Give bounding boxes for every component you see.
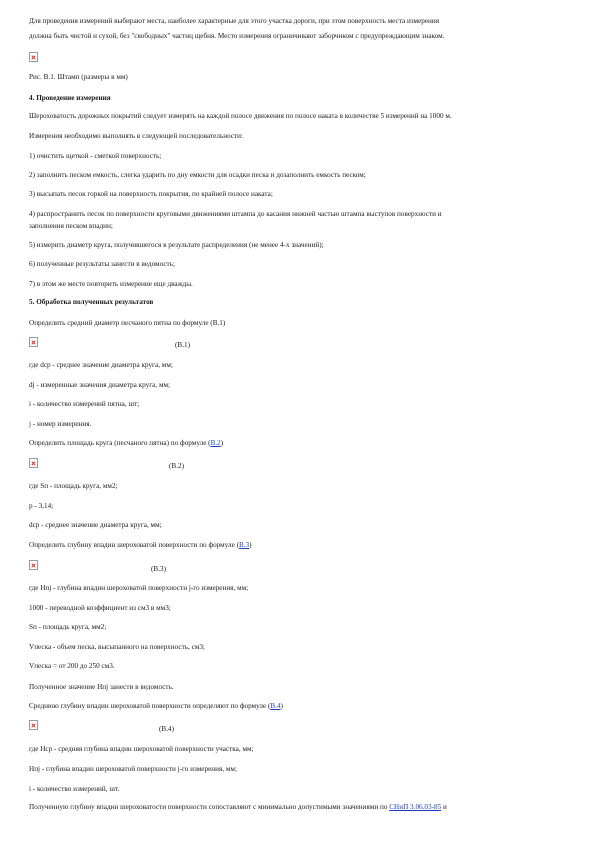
where-1000: 1000 - переводной коэффициент из см3 в мм3; — [29, 604, 171, 612]
paragraph-define-depth — [29, 540, 252, 550]
formula-link-b2[interactable]: В.2 — [210, 439, 221, 447]
snip-link[interactable]: СНиП 3.06.03-85 — [389, 803, 442, 811]
define-area-text: Определить площадь круга (песчаного пятна) по формуле ( — [29, 439, 211, 447]
step-6: 6) полученные результаты занести в ведомость; — [29, 260, 175, 268]
step-1: 1) очистить щеткой - сметкой поверхность; — [29, 152, 162, 160]
where-i-2: i - количество измерений, шт. — [29, 785, 120, 793]
where-j: j - номер измерения. — [29, 420, 92, 428]
average-depth-text: Среднюю глубину впадин шероховатой поверхности определяют по формуле ( — [29, 702, 271, 710]
where-dcp-2: dср - среднее значение диаметра круга, мм; — [29, 521, 162, 529]
step-4-line-1: 4) распространить песок по поверхности круговыми движениями штампа до касания нижней частью штампа выступов поверхности и — [29, 210, 442, 218]
where-hpj-2: Hпj - глубина впадин шероховатой поверхности j-го измерения, мм; — [29, 765, 237, 773]
paragraph-sequence: Измерения необходимо выполнять в следующей последовательности: — [29, 132, 244, 140]
broken-image-icon — [29, 720, 38, 730]
formula-number-b3: (В.3) — [151, 565, 166, 573]
broken-image-icon — [29, 560, 38, 570]
broken-image-icon — [29, 337, 38, 347]
where-hpj: где Hпj - глубина впадин шероховатой поверхности j-го измерения, мм; — [29, 584, 249, 592]
section-heading-5: 5. Обработка полученных результатов — [29, 298, 154, 306]
step-2: 2) заполнить песком емкость, слегка ударить по дну емкости для осадки песка и дозаполнить емкость песком; — [29, 171, 366, 179]
broken-image-icon — [29, 52, 38, 62]
define-depth-close: ) — [249, 541, 252, 549]
paragraph-roughness: Шероховатость дорожных покрытий следует измерять на каждой полосе движения по полосе наката в количестве 5 измерений на 1000 м. — [29, 112, 452, 120]
define-area-close: ) — [220, 439, 224, 447]
where-dcp: где dср - среднее значение диаметра круга, мм; — [29, 361, 173, 369]
intro-line-1: Для проведения измерений выбирают места, наиболее характерные для этого участка дороги, при этом поверхность места измерения — [29, 17, 440, 25]
where-v-range: Vпеска = от 200 до 250 см3. — [29, 662, 115, 670]
paragraph-average-depth — [29, 701, 283, 711]
define-depth-text: Определить глубину впадин шероховатой поверхности по формуле ( — [29, 541, 239, 549]
section-heading-4: 4. Проведение измерения — [29, 94, 111, 102]
step-3: 3) высыпать песок горкой на поверхность покрытия, по крайней полосе наката; — [29, 190, 273, 198]
paragraph-define-diameter: Определить средний диаметр песчаного пятна по формуле (В.1) — [29, 319, 226, 327]
paragraph-define-area — [29, 438, 223, 448]
where-dj: dj - измеренные значения диаметра круга, мм; — [29, 381, 171, 389]
average-depth-close: ) — [280, 702, 283, 710]
formula-number-b1: (В.1) — [175, 341, 190, 349]
paragraph-compare — [29, 802, 447, 812]
formula-link-b3[interactable]: В.3 — [238, 541, 250, 549]
where-hcp: где Hср - средняя глубина впадин шероховатой поверхности участка, мм; — [29, 745, 254, 753]
step-4-line-2: заполнения песком впадин; — [29, 222, 113, 230]
formula-link-b4[interactable]: В.4 — [270, 702, 281, 710]
intro-line-2: должна быть чистой и сухой, без "свободных" частиц щебня. Место измерения ограничивают заборчиком с предупреждающим знаком. — [29, 32, 445, 40]
where-p: р - 3,14; — [29, 502, 54, 510]
where-sn-2: Sп - площадь круга, мм2; — [29, 623, 107, 631]
where-v: Vпеска - объем песка, высыпанного на поверхность, см3; — [29, 643, 205, 651]
formula-number-b2: (В.2) — [169, 462, 184, 470]
step-5: 5) измерить диаметр круга, получившегося в результате распределения (не менее 4-х значений); — [29, 241, 324, 249]
where-i: i - количество измерений пятна, шт; — [29, 400, 140, 408]
step-7: 7) в этом же месте повторить измерение еще дважды. — [29, 280, 193, 288]
compare-text: Полученную глубину впадин шероховатости поверхности сопоставляют с минимально допустимыми значениями по — [29, 803, 390, 811]
formula-number-b4: (В.4) — [159, 725, 174, 733]
broken-image-icon — [29, 458, 38, 468]
compare-tail: и — [441, 803, 447, 811]
where-sn: где Sп - площадь круга, мм2; — [29, 482, 118, 490]
figure-caption: Рис. В.1. Штамп (размеры в мм) — [29, 73, 128, 81]
paragraph-hpj: Полученное значение Hпj занести в ведомость. — [29, 683, 174, 691]
